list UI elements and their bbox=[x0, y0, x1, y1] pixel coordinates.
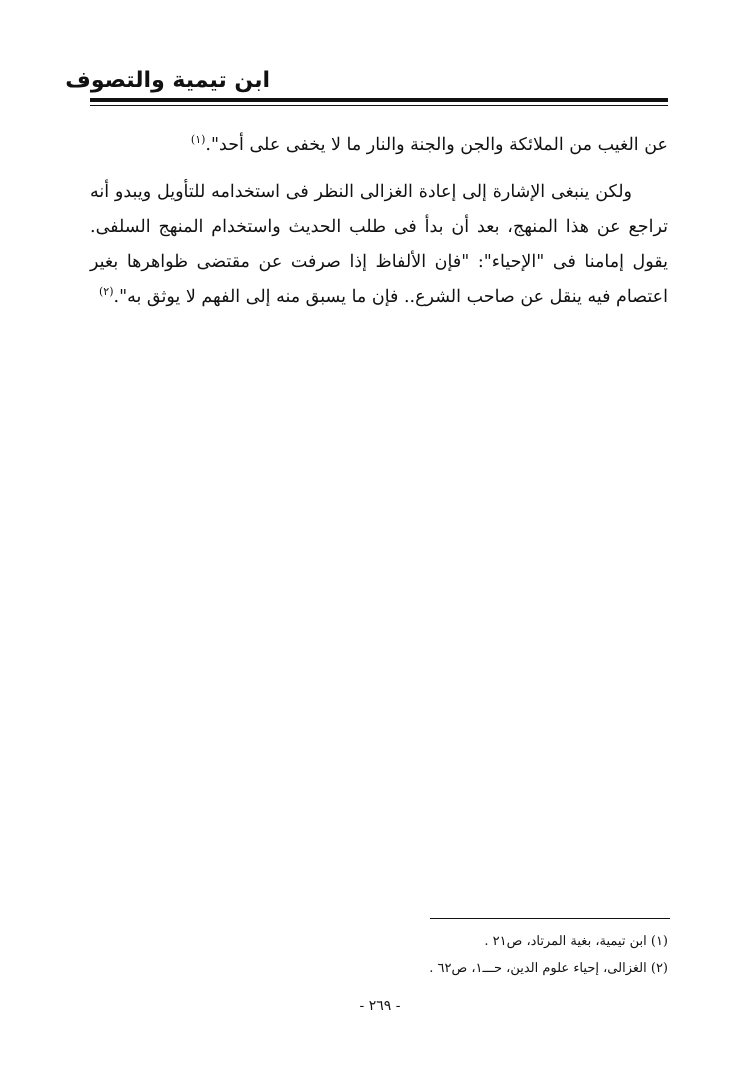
header-rule-thin bbox=[90, 105, 668, 106]
footnote-ref-2: (٢) bbox=[98, 285, 114, 299]
paragraph-1-text: عن الغيب من الملائكة والجن والجنة والنار ما لا يخفى على أحد". bbox=[205, 135, 668, 155]
paragraph-2-text: ولكن ينبغى الإشارة إلى إعادة الغزالى النظر فى استخدامه للتأويل ويبدو أنه تراجع عن هذا المنهج، بعد أن بدأ فى طلب الحديث واستخدام المنهج السلفى. يقول إمامنا فى "الإحياء": "فإن الألفاظ إذا صرفت عن مقتضى ظواهرها بغير اعتصام فيه ينقل عن صاحب الشرع.. فإن ما يسبق منه إلى الفهم لا يوثق به". bbox=[90, 182, 668, 307]
footnotes bbox=[90, 928, 668, 982]
running-header-title: ابن تيمية والتصوف bbox=[65, 68, 270, 93]
footnote-ref-1: (١) bbox=[190, 133, 206, 147]
footnote-1: (١) ابن تيمية، بغية المرتاد، ص٢١ . bbox=[484, 934, 668, 949]
page-number: - ٢٦٩ - bbox=[359, 998, 401, 1014]
paragraph-2 bbox=[90, 175, 668, 315]
footnote-2: (٢) الغزالى، إحياء علوم الدين، حـــ١، ص٦٢ . bbox=[429, 961, 668, 976]
header-rule-thick bbox=[90, 98, 668, 102]
main-text bbox=[90, 128, 668, 315]
paragraph-1 bbox=[90, 128, 668, 163]
footnote-separator bbox=[430, 918, 670, 919]
